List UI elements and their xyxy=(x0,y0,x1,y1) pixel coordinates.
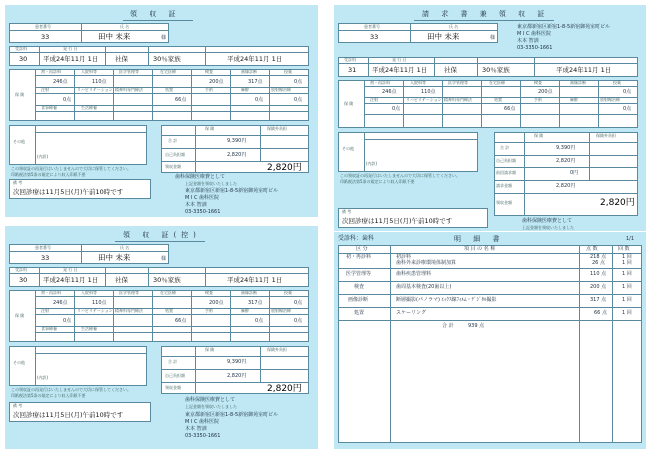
hoken-col-label: 保 険 xyxy=(205,126,215,131)
clinic-name: M I C 歯科医院 xyxy=(185,195,220,201)
col-label: 初・再診料 xyxy=(41,69,61,74)
points-value: 66点 xyxy=(175,318,187,324)
total-label: 合 計 xyxy=(168,359,178,364)
other-box xyxy=(9,125,147,165)
honorific: 様 xyxy=(490,35,496,41)
row-category: 医学管理等 xyxy=(346,271,372,277)
points-value: 110点 xyxy=(92,300,107,306)
points-value: 246点 xyxy=(382,89,397,95)
points-value: 110点 xyxy=(92,79,107,85)
honorific: 様 xyxy=(161,256,167,262)
col-label: 食事療養 xyxy=(41,105,57,110)
col-label: 精神科専門療法 xyxy=(444,97,472,102)
clinic-name: M I C 歯科医院 xyxy=(517,31,552,37)
seal-text-2: 上記金額を領収いたしました xyxy=(185,404,237,409)
total-amount: 9,390円 xyxy=(227,359,247,365)
col-label: 麻酔 xyxy=(241,308,249,313)
department-label: 受診科 xyxy=(344,57,356,62)
points-value: 200点 xyxy=(209,300,224,306)
col-label: 画像診断 xyxy=(241,290,257,295)
hoken-col-label: 保 険 xyxy=(534,133,544,138)
row-times: 1 回 xyxy=(622,254,632,260)
jihi-col-label: 保険外負担 xyxy=(267,347,287,352)
patient-number: 33 xyxy=(41,254,50,262)
billing-title: 請 求 書 兼 領 収 証 xyxy=(422,10,550,18)
row-category: 処置 xyxy=(354,310,365,316)
remarks-label: 備 考 xyxy=(13,403,23,408)
col-label: 画像診断 xyxy=(570,80,586,85)
points-value: 0点 xyxy=(392,106,401,112)
self-pay-label: 自己負担額 xyxy=(496,158,516,163)
issue-date: 平成24年11月 1日 xyxy=(43,276,99,284)
col-label: リハビリテーション xyxy=(406,97,442,102)
row-item: 歯科外来診療環境体制加算 xyxy=(396,260,457,266)
row-times: 1 回 xyxy=(622,310,632,316)
row-item: 断層撮影(パノラマ) ｴｯｸｽ線ﾌｨﾙﾑ・ﾃﾞｼﾞﾀﾙ撮影 xyxy=(396,297,497,303)
doctor-name: 木本 智訓 xyxy=(517,38,539,44)
col-label: 手術 xyxy=(534,97,542,102)
burden-ratio: 30％家族 xyxy=(153,276,181,284)
col-label: 放射線治療 xyxy=(271,87,291,92)
next-visit: 次回診療は11月5日(月)午前10時です xyxy=(13,411,124,419)
bill-amount: 2,820円 xyxy=(556,183,576,189)
stamp-tax-note: 印紙税法第5条の規定により収入印紙不要 xyxy=(11,172,86,177)
col-label: 在宅医療 xyxy=(160,69,176,74)
amount-received: 2,820円 xyxy=(267,384,302,394)
breakdown-label: (内訳) xyxy=(37,375,49,380)
hoken-label: 保 険 xyxy=(344,101,354,106)
patient-info-box xyxy=(9,244,169,264)
row-times: 1 回 xyxy=(622,271,632,277)
amount-received: 2,820円 xyxy=(600,198,635,208)
issue-date-label: 発 行 日 xyxy=(63,46,78,51)
patient-number: 33 xyxy=(370,33,379,41)
self-pay-amount: 2,820円 xyxy=(227,373,247,379)
receipt-copy-title: 領 収 証(控) xyxy=(123,231,201,239)
stamp-tax-note: 印紙税法第5条の規定により収入印紙不要 xyxy=(11,393,86,398)
points-value: 110点 xyxy=(421,89,436,95)
burden-ratio: 30％家族 xyxy=(153,55,181,63)
points-value: 246点 xyxy=(53,300,68,306)
col-label: 処置 xyxy=(494,97,502,102)
col-label: 処置 xyxy=(165,308,173,313)
honorific: 様 xyxy=(161,35,167,41)
clinic-phone: 03-3350-1661 xyxy=(185,433,221,439)
row-item: スケーリング xyxy=(396,310,426,316)
clinic-address: 東京都新宿区新宿1-8-5新宿御苑室町ビル xyxy=(517,24,611,30)
other-label: その他 xyxy=(13,360,25,365)
row-times: 1 回 xyxy=(622,297,632,303)
patient-info-box xyxy=(9,23,169,43)
issue-date-label: 発 行 日 xyxy=(63,267,78,272)
points-value: 0点 xyxy=(623,89,632,95)
issue-date: 平成24年11月 1日 xyxy=(43,55,99,63)
col-label: 検査 xyxy=(205,290,213,295)
points-grid xyxy=(9,290,309,342)
row-category: 画像診断 xyxy=(348,297,369,303)
total-label: 合 計 xyxy=(168,138,178,143)
col-label: リハビリテーション xyxy=(77,87,113,92)
col-label: 注射 xyxy=(370,97,378,102)
stamp-tax-note: 印紙税法第5条の規定により収入印紙不要 xyxy=(340,179,415,184)
jihi-col-label: 保険外負担 xyxy=(596,133,616,138)
col-label: 初・再診料 xyxy=(370,80,390,85)
jihi-col-label: 保険外負担 xyxy=(267,126,287,131)
col-label: 在宅医療 xyxy=(160,290,176,295)
points-value: 0点 xyxy=(623,106,632,112)
points-value: 66点 xyxy=(175,97,187,103)
insurance-type: 社保 xyxy=(444,66,457,74)
row-times: 1 回 xyxy=(622,260,632,266)
amount-label: 領収金額 xyxy=(496,200,512,205)
doctor-name: 木本 智訓 xyxy=(185,202,207,208)
visit-date: 平成24年11月 1日 xyxy=(227,276,283,284)
issue-date-label: 発 行 日 xyxy=(392,57,407,62)
name-label: 氏 名 xyxy=(120,24,130,29)
col-label: 精神科専門療法 xyxy=(115,308,143,313)
col-label: 放射線治療 xyxy=(271,308,291,313)
col-label: 麻酔 xyxy=(241,87,249,92)
other-label: その他 xyxy=(13,139,25,144)
breakdown-label: (内訳) xyxy=(366,161,378,166)
total-points: 939 点 xyxy=(468,323,485,329)
clinic-phone: 03-3350-1661 xyxy=(185,209,221,215)
points-value: 66点 xyxy=(504,106,516,112)
self-pay-amount: 2,820円 xyxy=(556,158,576,164)
other-label: その他 xyxy=(342,146,354,151)
clinic-address: 東京都新宿区新宿1-8-5新宿御苑室町ビル xyxy=(185,188,279,194)
name-label: 氏 名 xyxy=(120,245,130,250)
next-visit: 次回診療は11月5日(月)午前10時です xyxy=(342,217,453,225)
col-label: 処置 xyxy=(165,87,173,92)
row-item: 歯科疾患管理料 xyxy=(396,271,432,277)
header-points: 点 数 xyxy=(586,246,598,252)
col-label: 注射 xyxy=(41,308,49,313)
points-value: 200点 xyxy=(538,89,553,95)
col-label: 注射 xyxy=(41,87,49,92)
col-label: 入院料等 xyxy=(410,80,426,85)
total-label: 合 計 xyxy=(442,323,454,329)
patient-no-label: 患者番号 xyxy=(35,245,51,250)
col-label: 手術 xyxy=(205,308,213,313)
receipt-sheet xyxy=(5,5,318,217)
self-pay-amount: 2,820円 xyxy=(227,152,247,158)
points-value: 0点 xyxy=(63,318,72,324)
seal-text-2: 上記金額を領収いたしました xyxy=(185,181,237,186)
remarks-label: 備 考 xyxy=(342,209,352,214)
col-label: 在宅医療 xyxy=(489,80,505,85)
header-item: 項 目 の 名 称 xyxy=(464,246,496,252)
breakdown-label: (内訳) xyxy=(37,154,49,159)
seal-text: 歯科保険医療費として xyxy=(175,174,226,180)
self-pay-label: 自己負担額 xyxy=(165,373,185,378)
seal-text: 歯科保険医療費として xyxy=(522,218,573,224)
row-points: 66 点 xyxy=(594,310,607,316)
statement-department: 受診科：歯科 xyxy=(338,235,375,242)
row-item: 初診料 xyxy=(396,254,412,260)
header-times: 回 数 xyxy=(618,246,630,252)
col-label: 手術 xyxy=(205,87,213,92)
col-label: 入院料等 xyxy=(81,69,97,74)
burden-ratio: 30％家族 xyxy=(482,66,510,74)
total-amount: 9,390円 xyxy=(556,145,576,151)
notice-text: この領収証の再発行はいたしませんので大切に保管してください。 xyxy=(11,166,131,171)
col-label: 初・再診料 xyxy=(41,290,61,295)
points-value: 317点 xyxy=(248,300,263,306)
department-code: 31 xyxy=(348,66,357,74)
receipt-copy-sheet xyxy=(5,226,318,449)
col-label: 投薬 xyxy=(613,80,621,85)
col-label: 検査 xyxy=(534,80,542,85)
patient-no-label: 患者番号 xyxy=(35,24,51,29)
remarks-label: 備 考 xyxy=(13,180,23,185)
points-value: 0点 xyxy=(255,318,264,324)
points-value: 0点 xyxy=(255,97,264,103)
row-times: 1 回 xyxy=(622,284,632,290)
points-value: 0点 xyxy=(63,97,72,103)
points-value: 0点 xyxy=(294,79,303,85)
row-item: 歯周基本検査(20歯以上) xyxy=(396,284,452,290)
seal-text: 歯科保険医療費として xyxy=(185,397,236,403)
page-number: 1/1 xyxy=(626,236,635,242)
notice-text: この領収証の再発行はいたしませんので大切に保管してください。 xyxy=(11,387,131,392)
department-label: 受診科 xyxy=(15,46,27,51)
amount-received: 2,820円 xyxy=(267,163,302,173)
col-label: 生活療養 xyxy=(81,326,97,331)
points-value: 0点 xyxy=(294,97,303,103)
seal-text-2: 上記金額を領収いたしました xyxy=(522,225,574,230)
amount-label: 領収金額 xyxy=(165,164,181,169)
points-value: 317点 xyxy=(248,79,263,85)
col-label: 生活療養 xyxy=(81,105,97,110)
col-label: 医学管理等 xyxy=(119,290,139,295)
row-points: 110 点 xyxy=(590,271,607,277)
billing-sheet xyxy=(334,5,646,231)
col-label: 麻酔 xyxy=(570,97,578,102)
notice-text: この領収証の再発行はいたしませんので大切に保管してください。 xyxy=(340,173,460,178)
previous-label: 前回請求額 xyxy=(496,170,516,175)
points-value: 0点 xyxy=(294,318,303,324)
points-grid xyxy=(338,80,638,128)
next-visit: 次回診療は11月5日(月)午前10時です xyxy=(13,188,124,196)
issue-date: 平成24年11月 1日 xyxy=(372,66,428,74)
doctor-name: 木本 智訓 xyxy=(185,426,207,432)
col-label: 投薬 xyxy=(284,69,292,74)
insurance-type: 社保 xyxy=(115,55,128,63)
points-grid xyxy=(9,69,309,121)
row-points: 218 点 xyxy=(590,254,607,260)
patient-number: 33 xyxy=(41,33,50,41)
row-category: 初・再診料 xyxy=(346,254,372,260)
department-label: 受診科 xyxy=(15,267,27,272)
hoken-label: 保 険 xyxy=(15,92,25,97)
hoken-label: 保 険 xyxy=(15,313,25,318)
visit-date: 平成24年11月 1日 xyxy=(227,55,283,63)
points-value: 246点 xyxy=(53,79,68,85)
points-value: 200点 xyxy=(209,79,224,85)
col-label: 画像診断 xyxy=(241,69,257,74)
name-label: 氏 名 xyxy=(449,24,459,29)
amount-label: 領収金額 xyxy=(165,385,181,390)
receipt-title: 領 収 証 xyxy=(130,10,181,18)
col-label: リハビリテーション xyxy=(77,308,113,313)
points-value: 0点 xyxy=(294,300,303,306)
total-amount: 9,390円 xyxy=(227,138,247,144)
other-box xyxy=(9,346,147,386)
clinic-name: M I C 歯科医院 xyxy=(185,419,220,425)
patient-name: 田中 未来 xyxy=(427,32,460,41)
statement-sheet xyxy=(334,232,646,449)
statement-title: 明 細 書 xyxy=(454,235,505,243)
other-box xyxy=(338,132,478,172)
insurance-type: 社保 xyxy=(115,276,128,284)
col-label: 検査 xyxy=(205,69,213,74)
col-label: 精神科専門療法 xyxy=(115,87,143,92)
col-label: 入院料等 xyxy=(81,290,97,295)
col-label: 医学管理等 xyxy=(119,69,139,74)
clinic-phone: 03-3350-1661 xyxy=(517,45,553,51)
patient-info-box xyxy=(338,23,498,43)
bill-label: 請求金額 xyxy=(496,183,512,188)
col-label: 放射線治療 xyxy=(600,97,620,102)
header-category: 区 分 xyxy=(356,246,368,252)
hoken-col-label: 保 険 xyxy=(205,347,215,352)
visit-date: 平成24年11月 1日 xyxy=(556,66,612,74)
previous-amount: 0円 xyxy=(570,170,579,176)
department-code: 30 xyxy=(19,55,28,63)
row-category: 検査 xyxy=(354,284,365,290)
row-points: 200 点 xyxy=(590,284,607,290)
department-code: 30 xyxy=(19,276,28,284)
col-label: 食事療養 xyxy=(41,326,57,331)
patient-no-label: 患者番号 xyxy=(364,24,380,29)
patient-name: 田中 未来 xyxy=(98,32,131,41)
col-label: 医学管理等 xyxy=(448,80,468,85)
self-pay-label: 自己負担額 xyxy=(165,152,185,157)
clinic-address: 東京都新宿区新宿1-8-5新宿御苑室町ビル xyxy=(185,412,279,418)
row-points: 26 点 xyxy=(592,260,605,266)
total-label: 合 計 xyxy=(500,145,510,150)
col-label: 投薬 xyxy=(284,290,292,295)
patient-name: 田中 未来 xyxy=(98,253,131,262)
row-points: 317 点 xyxy=(590,297,607,303)
